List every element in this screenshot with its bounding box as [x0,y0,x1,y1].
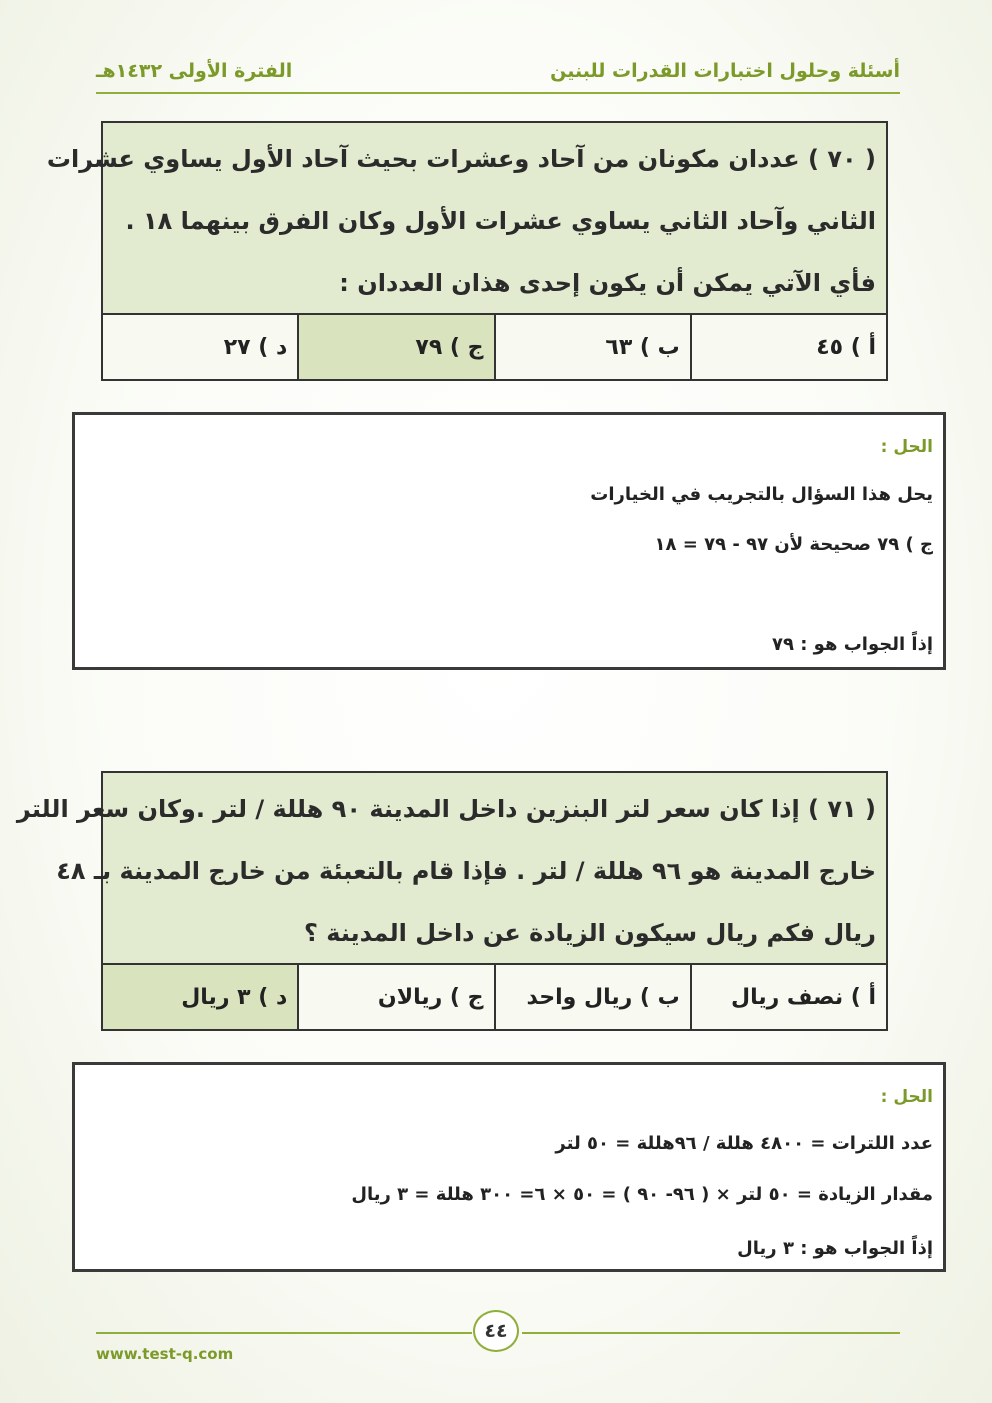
solution-71-box [72,1062,946,1272]
question-70-options [103,313,886,379]
solution-71-title: الحل : [880,1087,933,1107]
question-70-line-1: ( ٧٠ ) عددان مكونان من آحاد وعشرات بحيث آحاد الأول يساوي عشرات [46,145,876,173]
question-70-line-3: فأي الآتي يمكن أن يكون إحدى هذان العددان : [339,269,876,297]
website-link[interactable]: www.test-q.com [96,1345,234,1363]
solution-71-line-1: عدد اللترات = ٤٨٠٠ هللة / ٩٦هللة = ٥٠ لتر [555,1133,933,1154]
question-70-line-2: الثاني وآحاد الثاني يساوي عشرات الأول وكان الفرق بينهما ١٨ . [125,207,876,235]
book-title: أسئلة وحلول اختبارات القدرات للبنين [550,60,900,82]
question-71-option-c[interactable]: ج ) ريالان [297,965,493,1029]
question-70-box [46,121,888,381]
solution-70-line-2: ج ) ٧٩ صحيحة لأن ٩٧ - ٧٩ = ١٨ [654,534,933,555]
solution-70-answer: إذاً الجواب هو : ٧٩ [771,634,933,655]
question-70-option-c[interactable]: ج ) ٧٩ [297,315,493,379]
solution-71-line-2: مقدار الزيادة = ٥٠ لتر × ( ٩٦- ٩٠ ) = ٥٠ × ٦= ٣٠٠ هللة = ٣ ريال [351,1184,933,1205]
page-number-badge [473,1310,519,1352]
footer-divider-left [96,1332,472,1334]
solution-70-title: الحل : [880,437,933,457]
solution-71-answer: إذاً الجواب هو : ٣ ريال [737,1238,933,1259]
question-71-line-2: خارج المدينة هو ٩٦ هللة / لتر . فإذا قام بالتعبئة من خارج المدينة بـ ٤٨ [56,857,876,885]
question-71-option-d[interactable]: د ) ٣ ريال [103,965,297,1029]
question-71-options [103,963,886,1029]
question-71-box [16,771,888,1031]
question-71-option-a[interactable]: أ ) نصف ريال [690,965,886,1029]
header-divider [96,92,900,94]
question-70-option-a[interactable]: أ ) ٤٥ [690,315,886,379]
period-label: الفترة الأولى ١٤٣٢هـ [96,60,293,82]
question-71-line-1: ( ٧١ ) إذا كان سعر لتر البنزين داخل المدينة ٩٠ هللة / لتر .وكان سعر اللتر [16,795,876,823]
question-71-option-b[interactable]: ب ) ريال واحد [494,965,690,1029]
page-number: ٤٤ [484,1320,508,1342]
question-70-option-d[interactable]: د ) ٢٧ [223,334,288,360]
solution-70-box [72,412,946,670]
question-70-option-b[interactable]: ب ) ٦٣ [494,315,690,379]
footer-divider-right [522,1332,900,1334]
question-71-line-3: ريال فكم ريال سيكون الزيادة عن داخل المدينة ؟ [304,919,876,947]
solution-70-line-1: يحل هذا السؤال بالتجريب في الخيارات [590,484,933,505]
